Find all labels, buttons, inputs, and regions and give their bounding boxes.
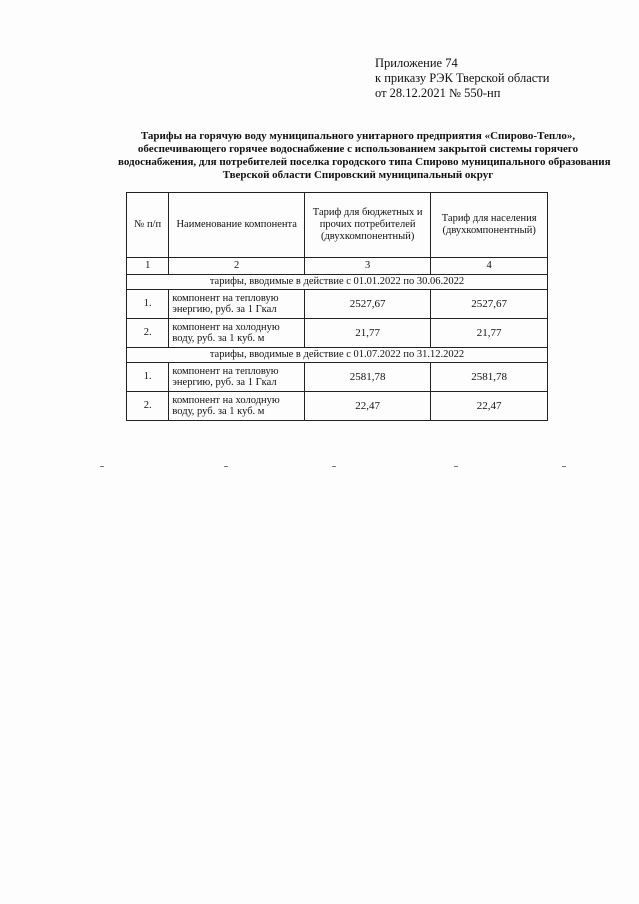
column-number-4: 4	[431, 258, 548, 275]
table-row	[127, 290, 548, 319]
column-number-1: 1	[127, 258, 169, 275]
header-budget: Тариф для бюджетных и прочих потребителей (двухкомпонентный)	[304, 193, 430, 258]
column-number-3: 3	[304, 258, 430, 275]
tariff-table	[126, 192, 548, 421]
row-name: компонент на холодную воду, руб. за 1 куб. м	[169, 392, 305, 421]
scan-dot	[454, 466, 458, 467]
header-name: Наименование компонента	[169, 193, 305, 258]
period-label: тарифы, вводимые в действие с 01.01.2022 по 30.06.2022	[127, 275, 548, 290]
title-line-3: водоснабжения, для потребителей поселка городского типа Спирово муниципального образования	[118, 156, 611, 168]
annex-number: Приложение 74	[375, 56, 458, 70]
row-name: компонент на тепловую энергию, руб. за 1 Гкал	[169, 363, 305, 392]
table-row	[127, 392, 548, 421]
row-num: 1.	[127, 363, 169, 392]
row-population-value: 22,47	[431, 392, 548, 421]
row-name: компонент на холодную воду, руб. за 1 куб. м	[169, 319, 305, 348]
row-num: 1.	[127, 290, 169, 319]
title-line-1: Тарифы на горячую воду муниципального унитарного предприятия «Спирово-Тепло»,	[140, 130, 576, 142]
row-budget-value: 2527,67	[304, 290, 430, 319]
row-budget-value: 2581,78	[304, 363, 430, 392]
annex-header	[375, 56, 549, 101]
annex-order-date: от 28.12.2021 № 550-нп	[375, 86, 501, 100]
row-budget-value: 21,77	[304, 319, 430, 348]
table-row	[127, 319, 548, 348]
table-header-row	[127, 193, 548, 258]
document-title	[118, 130, 611, 182]
header-num: № п/п	[127, 193, 169, 258]
period-row	[127, 275, 548, 290]
table-row	[127, 363, 548, 392]
annex-order-ref: к приказу РЭК Тверской области	[375, 71, 550, 85]
row-budget-value: 22,47	[304, 392, 430, 421]
header-population: Тариф для населения (двухкомпонентный)	[431, 193, 548, 258]
period-row	[127, 348, 548, 363]
row-num: 2.	[127, 392, 169, 421]
row-name: компонент на тепловую энергию, руб. за 1 Гкал	[169, 290, 305, 319]
title-line-4: Тверской области Спировский муниципальный округ	[222, 169, 494, 181]
row-population-value: 2527,67	[431, 290, 548, 319]
row-population-value: 2581,78	[431, 363, 548, 392]
row-num: 2.	[127, 319, 169, 348]
scan-artifact-dots	[100, 466, 570, 468]
scan-dot	[332, 466, 336, 467]
column-number-row	[127, 258, 548, 275]
scan-dot	[562, 466, 566, 467]
row-population-value: 21,77	[431, 319, 548, 348]
scan-dot	[100, 466, 104, 467]
scan-dot	[224, 466, 228, 467]
column-number-2: 2	[169, 258, 305, 275]
period-label: тарифы, вводимые в действие с 01.07.2022 по 31.12.2022	[127, 348, 548, 363]
title-line-2: обеспечивающего горячее водоснабжение с использованием закрытой системы горячего	[137, 143, 579, 155]
